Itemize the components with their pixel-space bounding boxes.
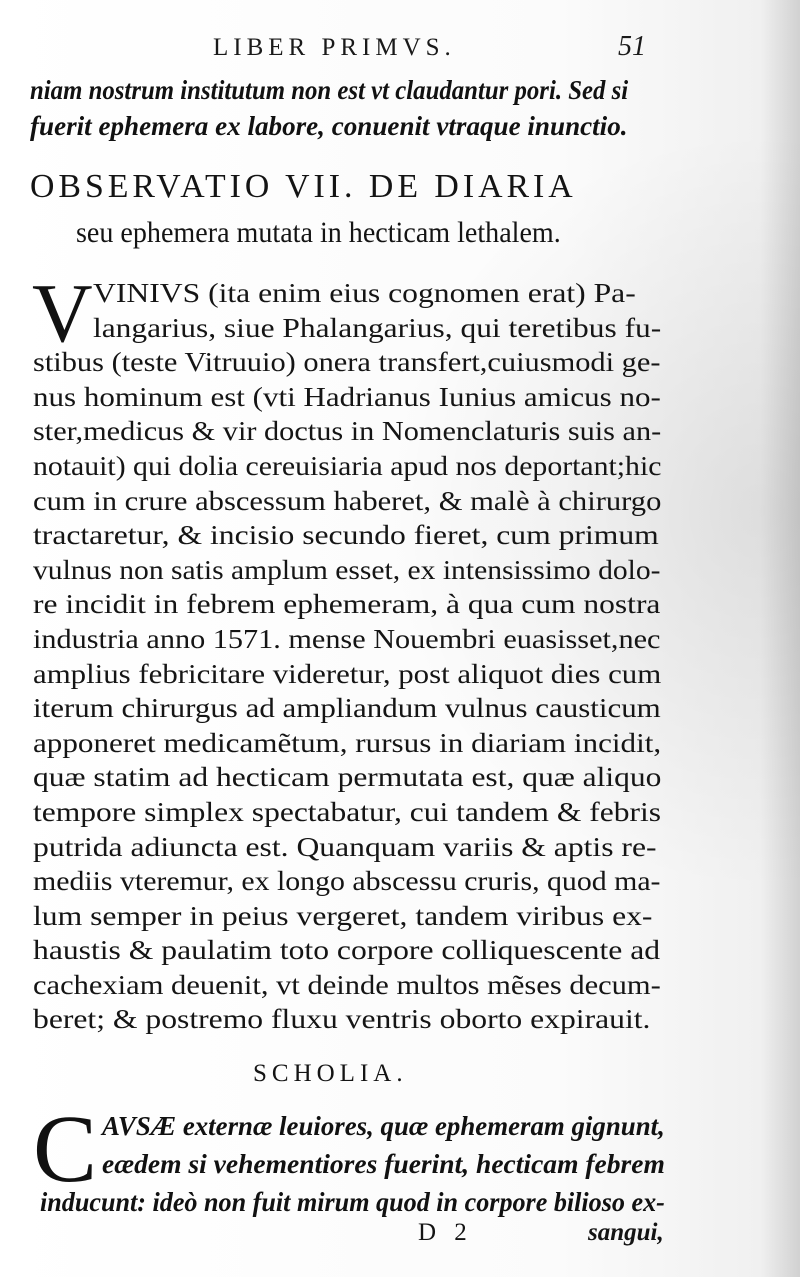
text-line: vulnus non satis amplum esset, ex intensissimo dolo- [33, 553, 661, 585]
text-line: eædem si vehementiores fuerint, hecticam febrem [102, 1149, 665, 1179]
text-line: amplius febricitare videretur, post aliquot dies cum [33, 657, 662, 689]
preceding-text [30, 72, 670, 144]
scholia-body [40, 1107, 670, 1221]
drop-cap: C [33, 1095, 98, 1202]
text-line: fuerit ephemera ex labore, conuenit vtraque inunctio. [30, 111, 628, 141]
text-line: VINIVS (ita enim eius cognomen erat) Pa- [93, 277, 636, 308]
text-line: cachexiam deuenit, vt deinde multos mẽses decum- [33, 968, 661, 1000]
text-line: AVSÆ externæ leuiores, quæ ephemeram gignunt, [102, 1111, 665, 1141]
text-line: quæ statim ad hecticam permutata est, quæ aliquo [33, 761, 662, 793]
text-line: putrida adiuncta est. Quanquam variis & aptis re- [33, 830, 657, 862]
drop-cap: V [32, 267, 93, 360]
running-title: LIBER PRIMVS. [213, 34, 456, 61]
page-number: 51 [618, 31, 646, 62]
text-line: industria anno 1571. mense Nouembri euasisset,nec [33, 622, 661, 654]
text-line: cum in crure abscessum haberet, & malè à chirurgo [33, 484, 662, 516]
text-line: lum semper in peius vergeret, tandem viribus ex- [33, 899, 653, 931]
text-line: iterum chirurgus ad ampliandum vulnus causticum [33, 692, 661, 724]
observation-title: OBSERVATIO VII. DE DIARIA [30, 168, 577, 205]
text-line: tempore simplex spectabatur, cui tandem & febris [33, 795, 661, 827]
text-line: langarius, siue Phalangarius, qui teretibus fu- [93, 311, 662, 343]
text-line: notauit) qui dolia cereuisiaria apud nos deportant;hic [33, 449, 662, 481]
text-line: beret; & postremo fluxu ventris oborto expirauit. [33, 1003, 651, 1035]
text-line: re incidit in febrem ephemeram, à qua cum nostra [33, 588, 661, 620]
observation-body [33, 276, 661, 1037]
text-line: inducunt: ideò non fuit mirum quod in corpore bilioso ex- [40, 1187, 665, 1217]
text-line: tractaretur, & incisio secundo fieret, cum primum [33, 519, 659, 551]
running-head [0, 31, 800, 64]
text-line: mediis vteremur, ex longo abscessu cruris, quod ma- [33, 865, 661, 897]
text-line: nus hominum est (vti Hadrianus Iunius amicus no- [33, 380, 661, 412]
text-line: ster,medicus & vir doctus in Nomenclaturis suis an- [33, 415, 662, 447]
scholia-title: SCHOLIA. [253, 1060, 408, 1087]
text-line: stibus (teste Vitruuio) onera transfert,cuiusmodi ge- [33, 346, 661, 378]
page-gutter-shadow [760, 0, 800, 1277]
catchword: sangui, [588, 1219, 664, 1246]
text-line: niam nostrum institutum non est vt claudantur pori. Sed si [30, 75, 629, 105]
text-line: haustis & paulatim toto corpore colliquescente ad [33, 934, 661, 966]
signature-mark: D 2 [418, 1219, 473, 1246]
text-line: apponeret medicamẽtum, rursus in diariam incidit, [33, 726, 662, 758]
observation-subtitle: seu ephemera mutata in hecticam lethalem. [76, 216, 561, 249]
